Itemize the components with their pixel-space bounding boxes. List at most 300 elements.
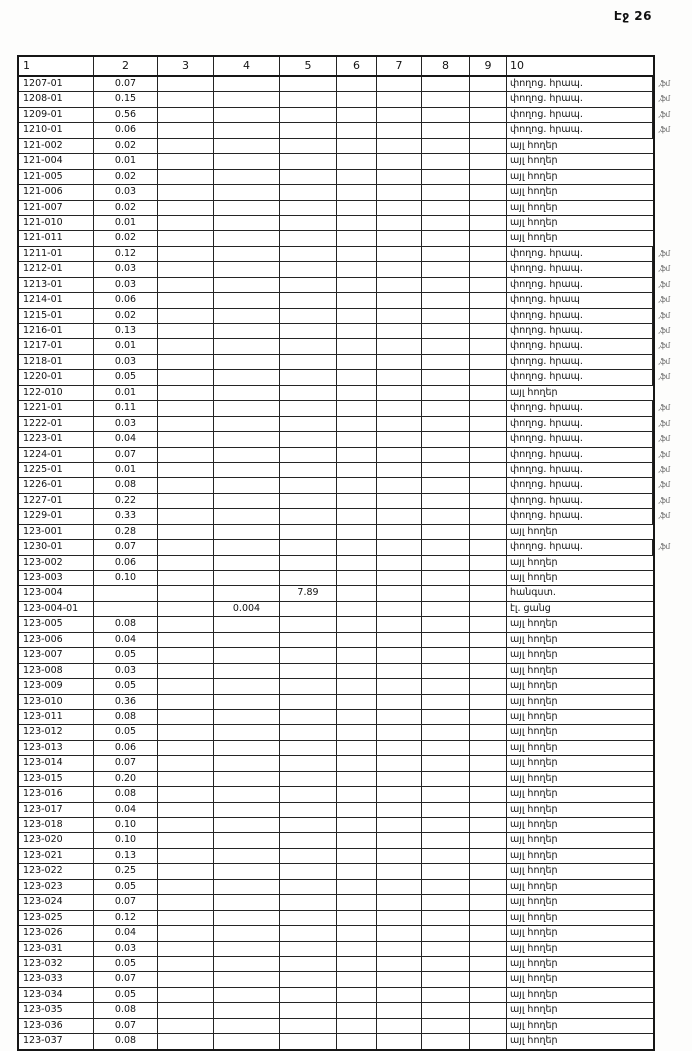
cell-col4: [214, 818, 280, 832]
cell-col2: 0.01: [94, 339, 158, 353]
cell-col8: [422, 170, 470, 184]
cell-col10: փողոց. հրապ.: [507, 494, 653, 508]
margin-scan-mark: ,ֆմ: [658, 542, 670, 552]
table-row: [19, 509, 670, 524]
table-row: [19, 972, 653, 987]
cell-col1: 123-004: [19, 586, 94, 600]
cell-col3: [158, 262, 214, 276]
cell-col9: [470, 695, 507, 709]
cell-col5: [280, 710, 337, 724]
cell-col4: [214, 123, 280, 137]
cell-col10: այլ հողեր: [510, 788, 558, 800]
cell-col9: [470, 664, 507, 678]
cell-col4: [214, 108, 280, 122]
table-row: [19, 617, 653, 632]
cell-col3: [158, 571, 214, 585]
cell-col2: 0.07: [94, 1019, 158, 1033]
cell-col6: [337, 911, 377, 925]
cell-col1: 123-037: [19, 1034, 94, 1048]
table-row: [19, 571, 653, 586]
cell-col7: [377, 509, 422, 523]
cell-col8: [422, 695, 470, 709]
cell-col6: [337, 278, 377, 292]
cell-col4: [214, 185, 280, 199]
cell-col6: [337, 988, 377, 1002]
cell-col8: [422, 370, 470, 384]
margin-scan-mark: ,ֆմ: [658, 248, 670, 258]
table-row: [19, 787, 653, 802]
cell-col3: [158, 695, 214, 709]
cell-col5: [280, 895, 337, 909]
cell-col5: [280, 617, 337, 631]
cell-col1: 123-018: [19, 818, 94, 832]
table-row: [19, 1019, 653, 1034]
table-row: [19, 355, 670, 370]
cell-col2: 0.10: [94, 818, 158, 832]
cell-col5: [280, 417, 337, 431]
cell-col9: [470, 540, 507, 554]
cell-col3: [158, 556, 214, 570]
cell-col7: [377, 772, 422, 786]
cell-col7: [377, 92, 422, 106]
cell-col5: [280, 216, 337, 230]
cell-col6: [337, 154, 377, 168]
table-row: [19, 386, 653, 401]
cell-col1: 121-002: [19, 139, 94, 153]
cell-col4: [214, 231, 280, 245]
table-row: [19, 633, 653, 648]
cell-col6: [337, 262, 377, 276]
cell-col8: [422, 339, 470, 353]
cell-col9: [470, 571, 507, 585]
cell-col2: 0.13: [94, 849, 158, 863]
cell-col6: [337, 617, 377, 631]
cell-col1: 123-012: [19, 725, 94, 739]
cell-col9: [470, 1003, 507, 1017]
cell-col3: [158, 756, 214, 770]
cell-col6: [337, 972, 377, 986]
cell-col9: [470, 833, 507, 847]
cell-col9: [470, 586, 507, 600]
cell-col3: [158, 185, 214, 199]
cell-col3: [158, 509, 214, 523]
cell-col5: [280, 756, 337, 770]
cell-col1: 123-031: [19, 942, 94, 956]
cell-col1: 121-004: [19, 154, 94, 168]
cell-col1: 1227-01: [19, 494, 94, 508]
table-row: [19, 448, 670, 463]
cell-col4: [214, 216, 280, 230]
cell-col3: [158, 77, 214, 91]
table-row: [19, 741, 653, 756]
cell-col5: [280, 664, 337, 678]
cell-col9: [470, 185, 507, 199]
table-row: [19, 602, 653, 617]
cell-col1: 121-007: [19, 201, 94, 215]
cell-col6: [337, 432, 377, 446]
cell-col3: [158, 911, 214, 925]
cell-col4: [214, 278, 280, 292]
cell-col8: [422, 355, 470, 369]
cell-col3: [158, 972, 214, 986]
margin-scan-mark: ,ֆմ: [658, 464, 670, 474]
cell-col1: 121-010: [19, 216, 94, 230]
cell-col7: [377, 386, 422, 400]
cell-col4: [214, 77, 280, 91]
cell-col6: [337, 108, 377, 122]
cell-col10: փողոց. հրապ.: [507, 355, 653, 369]
cell-col7: [377, 957, 422, 971]
cell-col9: [470, 1019, 507, 1033]
cell-col1: 123-010: [19, 695, 94, 709]
cell-col10: փողոց. հրապ.: [507, 247, 653, 261]
cell-col10: փողոց. հրապ.: [507, 278, 653, 292]
cell-col8: [422, 849, 470, 863]
table-row: [19, 911, 653, 926]
cell-col6: [337, 77, 377, 91]
cell-col1: 123-006: [19, 633, 94, 647]
cell-col3: [158, 787, 214, 801]
land-parcel-table: [17, 55, 670, 1051]
cell-col3: [158, 710, 214, 724]
cell-col9: [470, 787, 507, 801]
cell-col4: [214, 803, 280, 817]
cell-col2: 0.36: [94, 695, 158, 709]
table-row: [19, 695, 653, 710]
cell-col4: [214, 201, 280, 215]
cell-col6: [337, 309, 377, 323]
cell-col10: այլ հողեր: [510, 1035, 558, 1047]
cell-col9: [470, 895, 507, 909]
cell-col3: [158, 880, 214, 894]
cell-col6: [337, 324, 377, 338]
cell-col7: [377, 710, 422, 724]
cell-col6: [337, 231, 377, 245]
margin-scan-mark: ,ֆմ: [658, 480, 670, 490]
cell-col5: [280, 1019, 337, 1033]
cell-col3: [158, 324, 214, 338]
cell-col4: [214, 139, 280, 153]
cell-col5: [280, 185, 337, 199]
cell-col7: [377, 602, 422, 616]
cell-col8: [422, 957, 470, 971]
cell-col7: [377, 355, 422, 369]
cell-col9: [470, 139, 507, 153]
cell-col6: [337, 556, 377, 570]
cell-col3: [158, 370, 214, 384]
cell-col1: 123-016: [19, 787, 94, 801]
cell-col4: [214, 756, 280, 770]
cell-col6: [337, 339, 377, 353]
cell-col8: [422, 77, 470, 91]
cell-col8: [422, 864, 470, 878]
cell-col8: [422, 309, 470, 323]
cell-col6: [337, 509, 377, 523]
cell-col7: [377, 725, 422, 739]
cell-col6: [337, 772, 377, 786]
cell-col2: 0.07: [94, 448, 158, 462]
cell-col5: [280, 911, 337, 925]
cell-col9: [470, 617, 507, 631]
cell-col7: [377, 139, 422, 153]
cell-col10: այլ հողեր: [510, 772, 558, 784]
cell-col1: 1216-01: [19, 324, 94, 338]
cell-col10: փողոց. հրապ.: [507, 432, 653, 446]
margin-scan-mark: ,ֆմ: [658, 418, 670, 428]
cell-col2: 0.08: [94, 478, 158, 492]
cell-col9: [470, 556, 507, 570]
cell-col7: [377, 864, 422, 878]
table-row: [19, 942, 653, 957]
cell-col6: [337, 123, 377, 137]
cell-col10: այլ հողեր: [510, 649, 558, 661]
margin-scan-mark: ,ֆմ: [658, 125, 670, 135]
cell-col7: [377, 942, 422, 956]
cell-col7: [377, 108, 422, 122]
cell-col5: [280, 695, 337, 709]
cell-col9: [470, 957, 507, 971]
cell-col8: [422, 633, 470, 647]
cell-col3: [158, 494, 214, 508]
cell-col8: [422, 1003, 470, 1017]
cell-col7: [377, 571, 422, 585]
cell-col8: [422, 988, 470, 1002]
cell-col2: 0.04: [94, 432, 158, 446]
cell-col7: [377, 695, 422, 709]
cell-col7: [377, 880, 422, 894]
cell-col4: [214, 386, 280, 400]
cell-col2: 0.08: [94, 710, 158, 724]
cell-col2: 0.04: [94, 926, 158, 940]
cell-col7: [377, 849, 422, 863]
cell-col10: այլ հողեր: [510, 216, 558, 228]
cell-col9: [470, 92, 507, 106]
cell-col4: [214, 911, 280, 925]
cell-col9: [470, 818, 507, 832]
cell-col7: [377, 231, 422, 245]
margin-scan-mark: ,ֆմ: [658, 79, 670, 88]
cell-col10: այլ հողեր: [510, 556, 558, 568]
cell-col4: [214, 586, 280, 600]
cell-col1: 123-004-01: [19, 602, 94, 616]
table-row: [19, 756, 653, 771]
cell-col2: 0.02: [94, 231, 158, 245]
cell-col6: [337, 679, 377, 693]
cell-col3: [158, 648, 214, 662]
cell-col1: 123-001: [19, 525, 94, 539]
cell-col6: [337, 710, 377, 724]
cell-col3: [158, 216, 214, 230]
cell-col8: [422, 772, 470, 786]
cell-col7: [377, 339, 422, 353]
table-row: [19, 478, 670, 493]
table-row: [19, 664, 653, 679]
cell-col5: [280, 818, 337, 832]
header-cell-col8: 8: [422, 57, 470, 75]
cell-col8: [422, 247, 470, 261]
cell-col2: 0.05: [94, 988, 158, 1002]
table-row: [19, 586, 653, 601]
cell-col2: 0.12: [94, 247, 158, 261]
cell-col3: [158, 633, 214, 647]
cell-col3: [158, 849, 214, 863]
cell-col3: [158, 602, 214, 616]
cell-col3: [158, 818, 214, 832]
cell-col5: [280, 787, 337, 801]
cell-col5: [280, 401, 337, 415]
cell-col9: [470, 123, 507, 137]
cell-col4: [214, 432, 280, 446]
cell-col10: այլ հողեր: [510, 170, 558, 182]
cell-col5: [280, 139, 337, 153]
cell-col1: 1218-01: [19, 355, 94, 369]
cell-col1: 123-014: [19, 756, 94, 770]
cell-col2: 0.07: [94, 756, 158, 770]
cell-col2: 0.06: [94, 123, 158, 137]
cell-col6: [337, 648, 377, 662]
cell-col3: [158, 725, 214, 739]
cell-col8: [422, 278, 470, 292]
margin-scan-mark: ,ֆմ: [658, 449, 670, 459]
cell-col9: [470, 741, 507, 755]
cell-col6: [337, 92, 377, 106]
margin-scan-mark: ,ֆմ: [658, 511, 670, 521]
cell-col3: [158, 540, 214, 554]
cell-col6: [337, 664, 377, 678]
cell-col7: [377, 278, 422, 292]
cell-col1: 1217-01: [19, 339, 94, 353]
cell-col5: [280, 448, 337, 462]
cell-col9: [470, 880, 507, 894]
header-cell-col3: 3: [158, 57, 214, 75]
cell-col4: [214, 725, 280, 739]
table-row: [19, 926, 653, 941]
cell-col5: [280, 942, 337, 956]
cell-col9: [470, 803, 507, 817]
cell-col10: փողոց. հրապ.: [507, 401, 653, 415]
cell-col10: այլ հողեր: [510, 139, 558, 151]
cell-col3: [158, 139, 214, 153]
cell-col8: [422, 108, 470, 122]
cell-col3: [158, 1034, 214, 1048]
cell-col4: [214, 355, 280, 369]
cell-col8: [422, 509, 470, 523]
cell-col4: [214, 494, 280, 508]
cell-col8: [422, 154, 470, 168]
table-row: [19, 370, 670, 385]
margin-scan-mark: ,ֆմ: [658, 264, 670, 274]
cell-col1: 123-007: [19, 648, 94, 662]
cell-col6: [337, 803, 377, 817]
cell-col2: 0.07: [94, 972, 158, 986]
cell-col9: [470, 417, 507, 431]
cell-col6: [337, 478, 377, 492]
cell-col2: 0.05: [94, 370, 158, 384]
cell-col9: [470, 1034, 507, 1048]
cell-col7: [377, 787, 422, 801]
cell-col9: [470, 355, 507, 369]
cell-col5: [280, 864, 337, 878]
cell-col7: [377, 262, 422, 276]
cell-col5: [280, 386, 337, 400]
margin-scan-mark: ,ֆմ: [658, 295, 670, 305]
cell-col8: [422, 386, 470, 400]
cell-col6: [337, 741, 377, 755]
cell-col9: [470, 988, 507, 1002]
margin-scan-mark: ,ֆմ: [658, 109, 670, 119]
cell-col10: այլ հողեր: [510, 973, 558, 985]
cell-col1: 1221-01: [19, 401, 94, 415]
table-row: [19, 772, 653, 787]
cell-col3: [158, 247, 214, 261]
cell-col10: փողոց. հրապ.: [507, 123, 653, 137]
cell-col8: [422, 293, 470, 307]
cell-col2: 0.02: [94, 170, 158, 184]
cell-col1: 123-036: [19, 1019, 94, 1033]
table-row: [19, 201, 653, 216]
table-row: [19, 278, 670, 293]
cell-col5: [280, 247, 337, 261]
cell-col8: [422, 1034, 470, 1048]
cell-col7: [377, 972, 422, 986]
cell-col8: [422, 525, 470, 539]
cell-col10: այլ հողեր: [510, 1004, 558, 1016]
margin-scan-mark: ,ֆմ: [658, 372, 670, 382]
cell-col5: [280, 1003, 337, 1017]
table-row: [19, 432, 670, 447]
cell-col9: [470, 772, 507, 786]
cell-col7: [377, 556, 422, 570]
cell-col10: այլ հողեր: [510, 865, 558, 877]
cell-col8: [422, 602, 470, 616]
cell-col10: այլ հողեր: [510, 155, 558, 167]
cell-col10: փողոց. հրապ.: [507, 108, 653, 122]
cell-col7: [377, 185, 422, 199]
cell-col10: այլ հողեր: [510, 572, 558, 583]
cell-col10: այլ հողեր: [510, 741, 558, 753]
table-row: [19, 957, 653, 972]
cell-col2: 0.05: [94, 880, 158, 894]
cell-col8: [422, 216, 470, 230]
cell-col3: [158, 170, 214, 184]
cell-col4: [214, 664, 280, 678]
table-row: [19, 77, 670, 92]
table-row: [19, 803, 653, 818]
cell-col9: [470, 278, 507, 292]
cell-col2: 0.03: [94, 417, 158, 431]
cell-col4: [214, 880, 280, 894]
cell-col7: [377, 833, 422, 847]
header-cell-col6: 6: [337, 57, 377, 75]
cell-col3: [158, 432, 214, 446]
cell-col6: [337, 355, 377, 369]
cell-col5: [280, 880, 337, 894]
cell-col8: [422, 231, 470, 245]
cell-col1: 123-021: [19, 849, 94, 863]
table-row: [19, 540, 670, 555]
table-row: [19, 92, 670, 107]
cell-col5: [280, 92, 337, 106]
cell-col9: [470, 216, 507, 230]
cell-col7: [377, 803, 422, 817]
cell-col9: [470, 324, 507, 338]
cell-col2: 0.08: [94, 1003, 158, 1017]
cell-col6: [337, 756, 377, 770]
cell-col1: 123-002: [19, 556, 94, 570]
cell-col3: [158, 926, 214, 940]
cell-col3: [158, 463, 214, 477]
cell-col9: [470, 478, 507, 492]
